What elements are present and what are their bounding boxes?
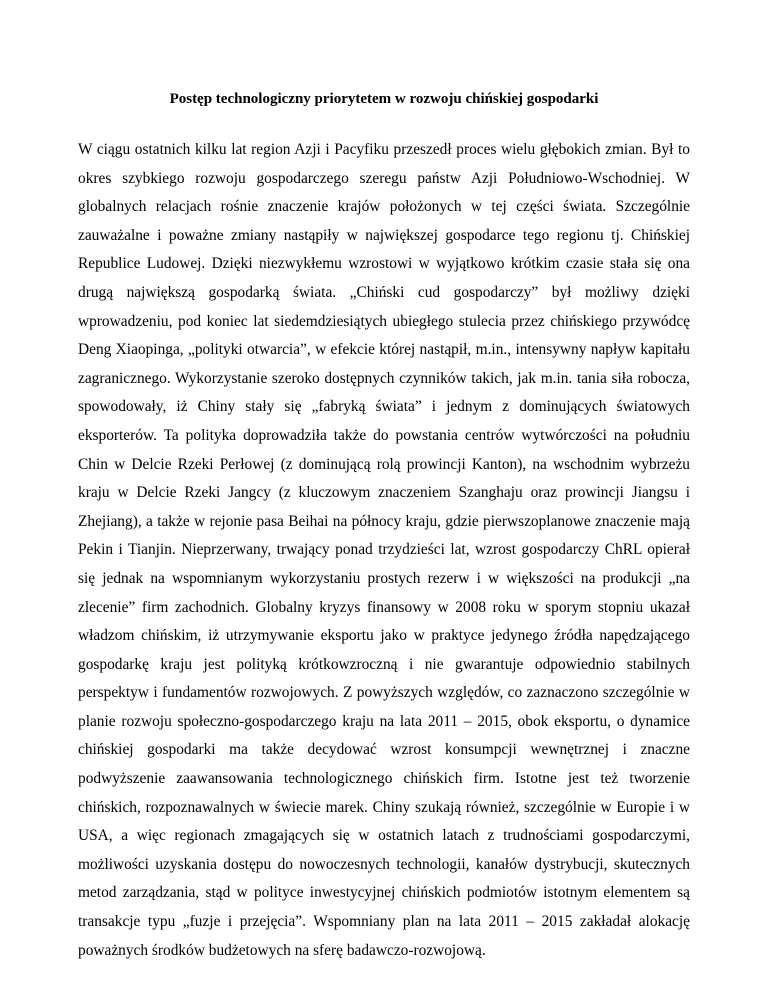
- body-paragraph: W ciągu ostatnich kilku lat region Azji i Pacyfiku przeszedł proces wielu głębokich zmian. Był to okres szybkiego rozwoju gospodarczego szeregu państw Azji Południowo-Wschodniej. W globalnych relacjach rośnie znaczenie krajów położonych w tej części świata. Szczególnie zauważalne i poważne zmiany nastąpiły w największej gospodarce tego regionu tj. Chińskiej Republice Ludowej. Dzięki niezwykłemu wzrostowi w wyjątkowo krótkim czasie stała się ona drugą największą gospodarką świata. „Chiński cud gospodarczy” był możliwy dzięki wprowadzeniu, pod koniec lat siedemdziesiątych ubiegłego stulecia przez chińskiego przywódcę Deng Xiaopinga, „polityki otwarcia”, w efekcie której nastąpił, m.in., intensywny napływ kapitału zagranicznego. Wykorzystanie szeroko dostępnych czynników takich, jak m.in. tania siła robocza, spowodowały, iż Chiny stały się „fabryką świata” i jednym z dominujących światowych eksporterów. Ta polityka doprowadziła także do powstania centrów wytwórczości na południu Chin w Delcie Rzeki Perłowej (z dominującą rolą prowincji Kanton), na wschodnim wybrzeżu kraju w Delcie Rzeki Jangcy (z kluczowym znaczeniem Szanghaju oraz prowincji Jiangsu i Zhejiang), a także w rejonie pasa Beihai na północy kraju, gdzie pierwszoplanowe znaczenie mają Pekin i Tianjin. Nieprzerwany, trwający ponad trzydzieści lat, wzrost gospodarczy ChRL opierał się jednak na wspomnianym wykorzystaniu prostych rezerw i w większości na produkcji „na zlecenie” firm zachodnich. Globalny kryzys finansowy w 2008 roku w sporym stopniu ukazał władzom chińskim, iż utrzymywanie eksportu jako w praktyce jedynego źródła napędzającego gospodarkę kraju jest polityką krótkowzroczną i nie gwarantuje odpowiednio stabilnych perspektyw i fundamentów rozwojowych. Z powyższych względów, co zaznaczono szczególnie w planie rozwoju społeczno-gospodarczego kraju na lata 2011 – 2015, obok eksportu, o dynamice chińskiej gospodarki ma także decydować wzrost konsumpcji wewnętrznej i znaczne podwyższenie zaawansowania technologicznego chińskich firm. Istotne jest też tworzenie chińskich, rozpoznawalnych w świecie marek. Chiny szukają również, szczególnie w Europie i w USA, a więc regionach zmagających się w ostatnich latach z trudnościami gospodarczymi, możliwości uzyskania dostępu do nowoczesnych technologii, kanałów dystrybucji, skutecznych metod zarządzania, stąd w polityce inwestycyjnej chińskich podmiotów istotnym elementem są transakcje typu „fuzje i przejęcia”. Wspomniany plan na lata 2011 – 2015 zakładał alokację poważnych środków budżetowych na sferę badawczo-rozwojową.: [78, 141, 690, 959]
- document-title: Postęp technologiczny priorytetem w rozwoju chińskiej gospodarki: [169, 91, 599, 107]
